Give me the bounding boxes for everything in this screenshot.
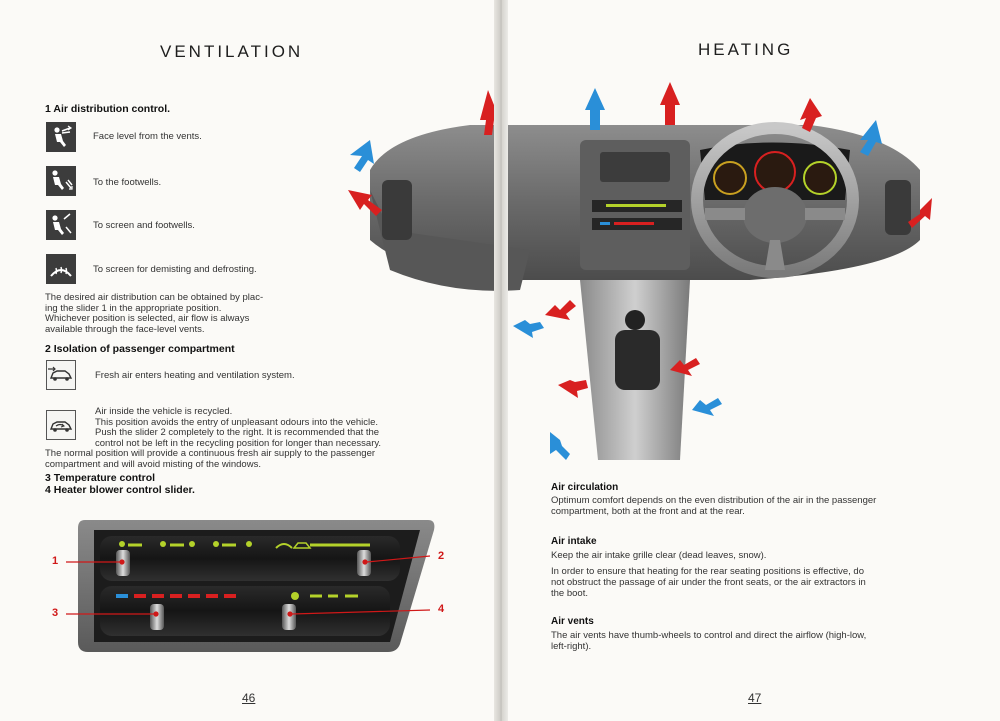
recycle-line: This position avoids the entry of unpleasant odours into the vehicle. [95,416,379,428]
section-4-heading: 4 Heater blower control slider. [45,484,195,496]
normal-line: The normal position will provide a continuous fresh air supply to the passenger [45,448,376,459]
distribution-note-line: available through the face-level vents. [45,323,205,335]
dashboard-illustration [330,80,940,470]
footwell-label: To the footwells. [93,177,162,188]
text-line: The air vents have thumb-wheels to control and direct the airflow (high-low, [551,630,867,641]
text-line: the boot. [551,588,588,599]
recycle-line: Push the slider 2 completely to the right. It is recommended that the [95,427,380,438]
distribution-note-line: ing the slider 1 in the appropriate position. [45,302,222,314]
text-line: In order to ensure that heating for the rear seating positions is effective, do [551,566,864,577]
heater-control-panel [40,512,450,662]
text-line: Keep the air intake grille clear (dead leaves, snow). [551,550,767,561]
page-number: 47 [748,691,762,705]
normal-line: compartment and will avoid misting of the windows. [45,458,261,470]
page-number: 46 [242,691,256,705]
recycle-line: Air inside the vehicle is recycled. [95,406,233,417]
section-2-heading: 2 Isolation of passenger compartment [45,343,235,355]
normal-position-note [45,449,375,470]
face-vent-label: Face level from the vents. [93,131,202,142]
air-intake-text [551,550,866,599]
footwell-icon [46,166,76,196]
book-spine [494,0,508,721]
fresh-air-icon [46,360,76,390]
callout-2: 2 [438,550,445,562]
section-3-heading: 3 Temperature control [45,472,156,484]
demist-icon [46,254,76,284]
screen-footwell-label: To screen and footwells. [93,220,195,231]
callout-3: 3 [52,607,59,619]
air-vents-text [551,630,866,652]
fresh-air-label: Fresh air enters heating and ventilation system. [95,370,295,381]
callout-4: 4 [438,603,445,615]
air-intake-heading: Air intake [551,536,597,547]
face-vent-icon [46,122,76,152]
recycle-line: control not be left in the recycling position for longer than necessary. [95,437,382,449]
section-1-heading: 1 Air distribution control. [45,103,171,115]
text-line: compartment, both at the front and at the rear. [551,506,745,517]
text-line: left-right). [551,641,592,652]
demist-label: To screen for demisting and defrosting. [93,264,257,275]
callout-1: 1 [52,555,59,567]
page-title: VENTILATION [160,42,304,61]
text-line: Optimum comfort depends on the even distribution of the air in the passenger [551,495,877,506]
screen-footwell-icon [46,210,76,240]
air-circulation-heading: Air circulation [551,482,619,493]
air-circulation-text [551,495,876,517]
page-title: HEATING [698,40,794,59]
distribution-note-line: The desired air distribution can be obtained by plac- [45,292,264,303]
text-line: not obstruct the passage of air under the front seats, or the air extractors in [551,577,866,588]
distribution-note-line: Whichever position is selected, air flow is always [45,313,250,324]
distribution-note [45,293,330,335]
recycle-air-icon [46,410,76,440]
air-vents-heading: Air vents [551,616,594,627]
